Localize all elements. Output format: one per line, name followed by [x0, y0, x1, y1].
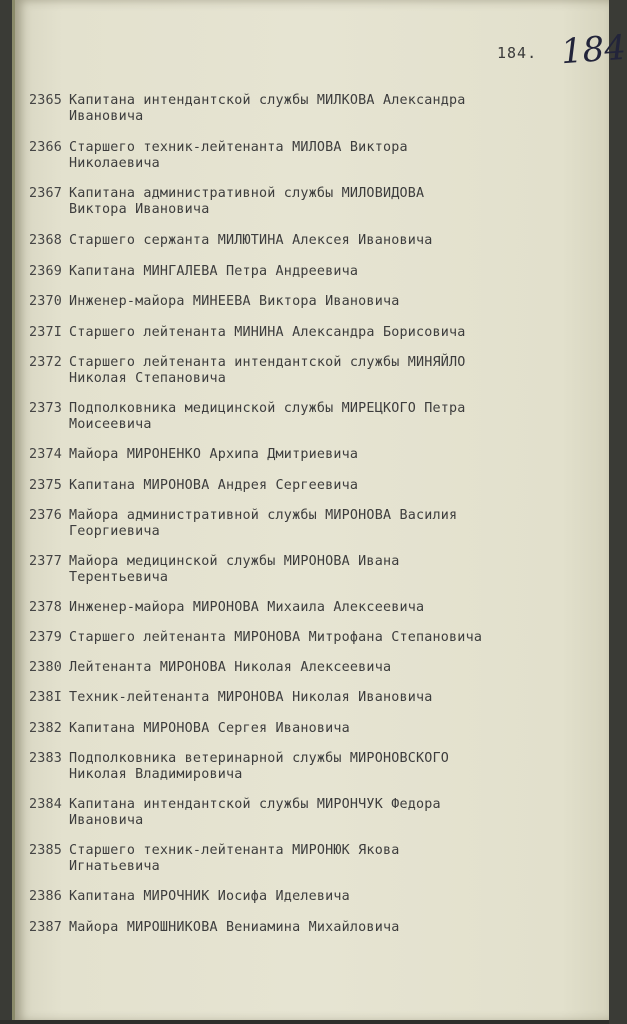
list-item: [29, 233, 599, 249]
entry-line1: Майора медицинской службы МИРОНОВА Ивана: [69, 554, 400, 569]
entry-line1: Капитана МИРОНОВА Сергея Ивановича: [69, 721, 350, 736]
entry-number: 2365: [29, 93, 63, 108]
list-item: [29, 186, 599, 218]
list-item: [29, 294, 599, 310]
list-item: [29, 355, 599, 387]
entry-line1: Старшего техник-лейтенанта МИРОНЮК Якова: [69, 843, 400, 858]
entry-line1: Капитана интендантской службы МИЛКОВА Александра: [69, 93, 466, 108]
list-item: [29, 660, 599, 676]
entry-line1: Майора МИРОНЕНКО Архипа Дмитриевича: [69, 447, 359, 462]
list-item: [29, 797, 599, 829]
list-item: [29, 690, 599, 706]
entry-number: 2379: [29, 630, 63, 645]
entry-line1: Подполковника ветеринарной службы МИРОНОВСКОГО: [69, 751, 450, 766]
entry-number: 2373: [29, 401, 63, 416]
list-item: [29, 325, 599, 341]
entry-number: 2382: [29, 721, 63, 736]
entry-line1: Капитана МИРОЧНИК Иосифа Иделевича: [69, 889, 350, 904]
list-item: [29, 751, 599, 783]
entry-number: 2375: [29, 478, 63, 493]
list-item: [29, 843, 599, 875]
entry-line1: Старшего лейтенанта интендантской службы МИНЯЙЛО: [69, 355, 466, 370]
entry-number: 2370: [29, 294, 63, 309]
entry-line1: Капитана МИНГАЛЕВА Петра Андреевича: [69, 264, 359, 279]
entry-line1: Старшего техник-лейтенанта МИЛОВА Виктора: [69, 140, 408, 155]
list-item: [29, 401, 599, 433]
list-item: [29, 508, 599, 540]
entry-number: 2366: [29, 140, 63, 155]
entry-line2: Николаевича: [69, 156, 160, 171]
entry-line1: Капитана МИРОНОВА Андрея Сергеевича: [69, 478, 359, 493]
entry-number: 2378: [29, 600, 63, 615]
entry-line2: Виктора Ивановича: [69, 202, 210, 217]
entry-line1: Капитана интендантской службы МИРОНЧУК Федора: [69, 797, 441, 812]
entry-line1: Старшего сержанта МИЛЮТИНА Алексея Ивановича: [69, 233, 433, 248]
entry-line2: Георгиевича: [69, 524, 160, 539]
entry-number: 2386: [29, 889, 63, 904]
entry-number: 2369: [29, 264, 63, 279]
entry-line1: Старшего лейтенанта МИНИНА Александра Борисовича: [69, 325, 466, 340]
entry-line2: Ивановича: [69, 813, 144, 828]
entry-number: 2383: [29, 751, 63, 766]
entry-number: 2384: [29, 797, 63, 812]
entry-line1: Капитана административной службы МИЛОВИДОВА: [69, 186, 425, 201]
entry-number: 237I: [29, 325, 63, 340]
list-item: [29, 140, 599, 172]
list-item: [29, 721, 599, 737]
entry-number: 2368: [29, 233, 63, 248]
entry-number: 2377: [29, 554, 63, 569]
list-item: [29, 93, 599, 125]
list-item: [29, 264, 599, 280]
entry-line1: Майора административной службы МИРОНОВА Василия: [69, 508, 458, 523]
entry-number: 2387: [29, 920, 63, 935]
list-item: [29, 447, 599, 463]
entry-line2: Николая Степановича: [69, 371, 226, 386]
entry-number: 2385: [29, 843, 63, 858]
entry-line1: Техник-лейтенанта МИРОНОВА Николая Ивановича: [69, 690, 433, 705]
entry-line2: Терентьевича: [69, 570, 169, 585]
list-item: [29, 630, 599, 646]
entry-line2: Ивановича: [69, 109, 144, 124]
entry-line1: Инженер-майора МИРОНОВА Михаила Алексеевича: [69, 600, 425, 615]
entry-number: 2372: [29, 355, 63, 370]
document-page: [12, 0, 627, 1022]
entry-number: 238I: [29, 690, 63, 705]
entry-number: 2367: [29, 186, 63, 201]
entry-line1: Майора МИРОШНИКОВА Вениамина Михайловича: [69, 920, 400, 935]
list-item: [29, 600, 599, 616]
list-item: [29, 478, 599, 494]
entry-line1: Инженер-майора МИНЕЕВА Виктора Ивановича: [69, 294, 400, 309]
entry-line1: Лейтенанта МИРОНОВА Николая Алексеевича: [69, 660, 392, 675]
entry-number: 2376: [29, 508, 63, 523]
entry-number: 2380: [29, 660, 63, 675]
list-item: [29, 920, 599, 936]
entry-line2: Николая Владимировича: [69, 767, 243, 782]
list-item: [29, 554, 599, 586]
entry-line2: Игнатьевича: [69, 859, 160, 874]
entry-line1: Старшего лейтенанта МИРОНОВА Митрофана Степановича: [69, 630, 483, 645]
scan-edge: [0, 1020, 609, 1024]
typed-page-number: 184.: [497, 44, 538, 62]
entry-line2: Моисеевича: [69, 417, 152, 432]
entry-line1: Подполковника медицинской службы МИРЕЦКОГО Петра: [69, 401, 466, 416]
entry-number: 2374: [29, 447, 63, 462]
list-item: [29, 889, 599, 905]
handwritten-page-number: 184: [559, 27, 627, 73]
